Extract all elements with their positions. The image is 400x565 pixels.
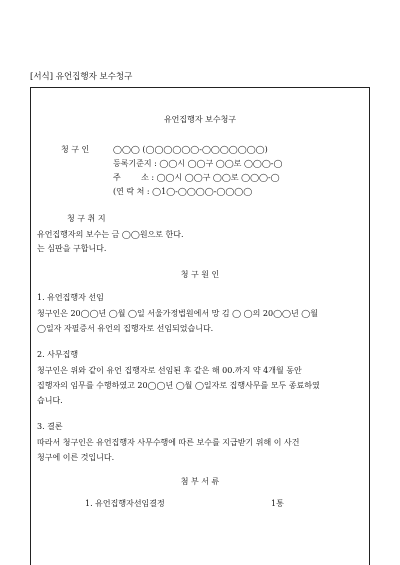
section-heading-appointment: 1. 유언집행자 선임	[37, 293, 104, 302]
section-line: 청구인은 20◯◯년 ◯월 ◯일 서울가정법원에서 망 김 ◯ ◯의 20◯◯년 ◯월	[37, 309, 318, 318]
attachment-item-name: 1. 유언집행자선임결정	[85, 499, 165, 508]
claimant-label: 청 구 인	[61, 145, 90, 154]
purpose-heading: 청 구 취 지	[67, 214, 106, 223]
section-line: 집행자의 임무를 수행하였고 20◯◯년 ◯월 ◯일자로 집행사무를 모두 종료하였	[37, 381, 320, 390]
claimant-name: ◯◯◯ (◯◯◯◯◯◯-◯◯◯◯◯◯◯)	[113, 145, 268, 154]
section-line: 습니다.	[37, 396, 63, 405]
claimant-registered-address: 등록기준지 : ◯◯시 ◯◯구 ◯◯로 ◯◯◯-◯	[113, 159, 283, 168]
claim-form	[30, 87, 370, 565]
section-line: ◯일자 자필증서 유언의 집행자로 선임되었습니다.	[37, 324, 214, 333]
section-line: 청구에 이른 것입니다.	[37, 453, 115, 462]
claimant-contact: (연 락 처 : ◯1◯-◯◯◯◯-◯◯◯◯	[113, 187, 253, 196]
form-caption: [서식] 유언집행자 보수청구	[30, 72, 133, 82]
attachments-heading: 첨 부 서 류	[180, 477, 220, 486]
attachment-item-count: 1통	[271, 499, 284, 508]
claimant-address: 주 소 : ◯◯시 ◯◯구 ◯◯로 ◯◯◯-◯	[113, 173, 280, 182]
reasons-heading: 청 구 원 인	[180, 270, 220, 279]
document-title: 유언집행자 보수청구	[163, 115, 237, 124]
section-line: 청구인은 위와 같이 유언 집행자로 선임된 후 같은 해 00.까지 약 4개월 동안	[37, 366, 302, 375]
section-line: 따라서 청구인은 유언집행자 사무수행에 따른 보수를 지급받기 위해 이 사건	[37, 438, 300, 447]
purpose-line: 유언집행자의 보수는 금 ◯◯원으로 한다.	[37, 230, 184, 239]
section-heading-conclusion: 3. 결론	[37, 422, 63, 431]
section-heading-execution: 2. 사무집행	[37, 350, 79, 359]
purpose-line: 는 심판을 구합니다.	[37, 244, 107, 253]
